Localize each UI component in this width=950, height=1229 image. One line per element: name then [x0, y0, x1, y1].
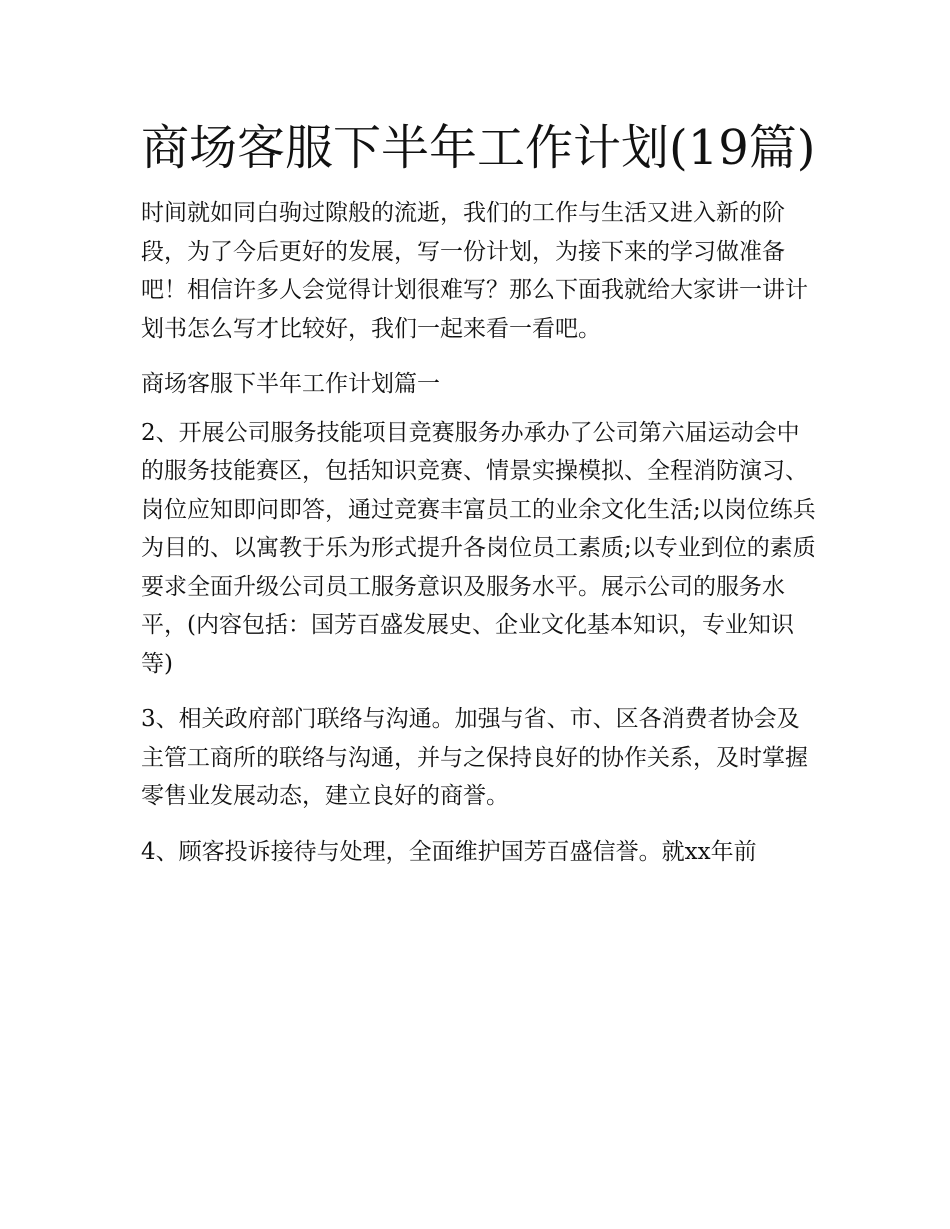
paragraph-item-3: 3、相关政府部门联络与沟通。加强与省、市、区各消费者协会及主管工商所的联络与沟通，并与之保持良好的协作关系，及时掌握零售业发展动态，建立良好的商誉。: [141, 706, 808, 809]
paragraph-item-4: 4、顾客投诉接待与处理，全面维护国芳百盛信誉。就xx年前: [141, 838, 757, 865]
document-page: [141, 108, 817, 888]
document-title: 商场客服下半年工作计划(19篇): [141, 120, 816, 176]
paragraph-item-2: 2、开展公司服务技能项目竞赛服务办承办了公司第六届运动会中的服务技能赛区，包括知识竞赛、情景实操模拟、全程消防演习、岗位应知即问即答，通过竞赛丰富员工的业余文化生活;以岗位练兵为目的、以寓教于乐为形式提升各岗位员工素质;以专业到位的素质要求全面升级公司员工服务意识及服务水平。展示公司的服务水平，(内容包括：国芳百盛发展史、企业文化基本知识，专业知识等): [141, 419, 816, 677]
intro-paragraph: 时间就如同白驹过隙般的流逝，我们的工作与生活又进入新的阶段，为了今后更好的发展，写一份计划，为接下来的学习做准备吧！相信许多人会觉得计划很难写？那么下面我就给大家讲一讲计划书怎么写才比较好，我们一起来看一看吧。: [141, 200, 808, 342]
section-heading: 商场客服下半年工作计划篇一: [141, 371, 440, 397]
